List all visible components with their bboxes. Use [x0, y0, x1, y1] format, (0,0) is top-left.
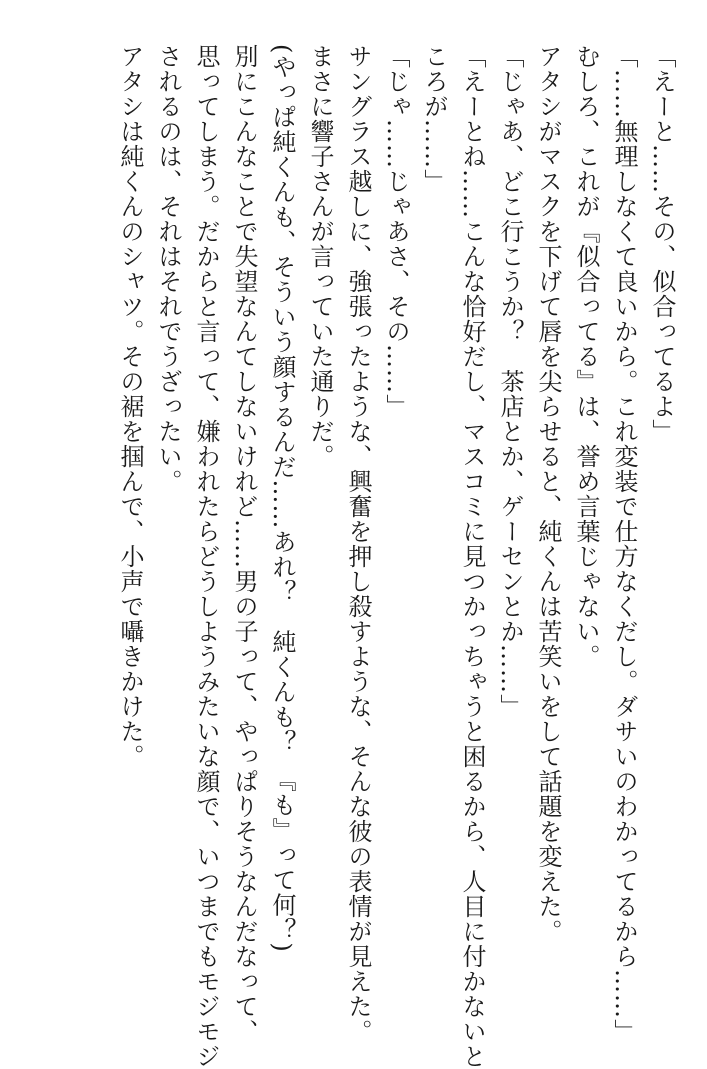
line-text: まさに響子さんが言っていた通りだ。: [306, 44, 334, 469]
text-line: [263, 44, 301, 974]
vertical-text-body: [111, 44, 681, 1069]
text-line: [453, 44, 491, 1069]
text-line: [567, 44, 605, 974]
line-text: 「えーと……その、似合ってるよ」: [648, 44, 676, 444]
line-text: 別にこんなことで失望なんてしないけれど……男の子って、やっぱりそうなんだなって、: [230, 44, 258, 1044]
line-text: ころが……」: [420, 44, 448, 194]
line-text: アタシは純くんのシャツ。その裾を掴んで、小声で囁きかけた。: [116, 44, 144, 769]
text-line: [415, 44, 453, 974]
line-text: されるのは、それはそれでうざったい。: [154, 44, 182, 494]
text-line: [225, 44, 263, 1044]
line-text: むしろ、これが『似合ってる』は、誉め言葉じゃない。: [572, 44, 600, 669]
text-line: [339, 44, 377, 1044]
text-line: [149, 44, 187, 974]
text-line: [643, 44, 681, 974]
line-text: 「えーとね……こんな恰好だし、マスコミに見つかっちゃうと困るから、人目に付かないと: [458, 44, 486, 1069]
line-text: アタシがマスクを下げて唇を尖らせると、純くんは苦笑いをして話題を変えた。: [534, 44, 562, 944]
text-line: [491, 44, 529, 974]
line-text: 思ってしまう。だからと言って、嫌われたらどうしようみたいな顔で、いつまでもモジモジ: [192, 44, 220, 1069]
line-text: 「じゃ……じゃあさ、その……」: [382, 44, 410, 419]
line-text: サングラス越しに、強張ったような、興奮を押し殺すような、そんな彼の表情が見えた。: [344, 44, 372, 1044]
text-line: [301, 44, 339, 974]
text-line: [605, 44, 643, 1044]
text-line: [187, 44, 225, 1069]
line-text: 「……無理しなくて良いから。これ変装で仕方なくだし。ダサいのわかってるから……」: [610, 44, 638, 1044]
text-line: [377, 44, 415, 974]
line-text: 「じゃあ、どこ行こうか？ 茶店とか、ゲーセンとか……」: [496, 44, 524, 719]
text-line: [111, 44, 149, 974]
line-text: (やっぱ純くんも、そういう顔するんだ……あれ？ 純くんも？ 『も』って何？): [268, 44, 296, 953]
text-line: [529, 44, 567, 974]
